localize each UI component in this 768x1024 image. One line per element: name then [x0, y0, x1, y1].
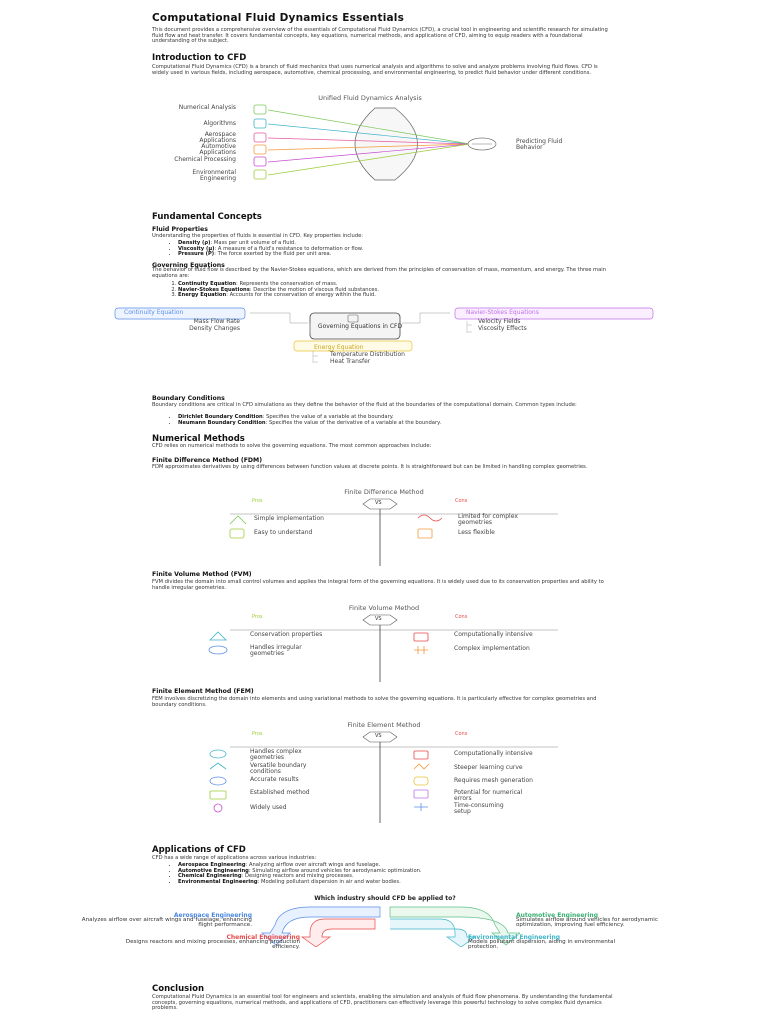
bc-paragraph: Boundary conditions are critical in CFD simulations as they define the behavior of the fluid at the boundaries of the computational domain. Common types include:	[152, 402, 577, 408]
app-fig-title: Which industry should CFD be applied to?	[314, 895, 456, 902]
list-item: 3. Energy Equation: Accounts for the conservation of energy within the fluid.	[178, 293, 618, 299]
gov-paragraph: The behavior of fluid flow is described by the Navier-Stokes equations, which are derived from the principles of conservation of mass, momentum, and energy. The three main equations are:	[152, 267, 607, 279]
input-aerospace: Aerospace Applications	[199, 131, 236, 145]
fem-fig-title: Finite Element Method	[347, 721, 421, 729]
list-item: • Neumann Boundary Condition: Specifies the value of the derivative of a variable at the boundary.	[178, 421, 618, 427]
fem-paragraph: FEM involves discretizing the domain into elements and using variational methods to solve the governing equations. It is particularly effective for complex geometries and boundary conditions.	[152, 696, 597, 708]
fem-con-4: Potential for numerical errors	[454, 789, 523, 803]
fdm-vs-label: VS	[375, 500, 382, 506]
doc-title: Computational Fluid Dynamics Essentials	[152, 12, 405, 24]
fvm-heading: Finite Volume Method (FVM)	[152, 571, 252, 578]
fdm-con-1: Limited for complex geometries	[458, 513, 518, 527]
list-item: • Density (ρ): Mass per unit volume of a fluid.	[178, 241, 618, 247]
app-heading: Applications of CFD	[152, 845, 246, 855]
fdm-cons-label: Cons	[455, 498, 468, 504]
fvm-pro-1: Conservation properties	[250, 631, 323, 638]
list-item: • Viscosity (μ): A measure of a fluid's resistance to deformation or flow.	[178, 247, 618, 253]
fdm-fig-title: Finite Difference Method	[344, 488, 424, 496]
chem-title: Chemical Engineering	[226, 934, 300, 941]
num-paragraph: CFD relies on numerical methods to solve the governing equations. The most common approaches include:	[152, 443, 432, 449]
list-item: • Environmental Engineering: Modeling pollutant dispersion in air and water bodies.	[178, 880, 638, 886]
aero-title: Aerospace Engineering	[173, 912, 252, 919]
fluid-props-heading: Fluid Properties	[152, 226, 208, 233]
list-item: 2. Navier-Stokes Equations: Describe the motion of viscous fluid substances.	[178, 288, 618, 294]
fdm-pro-1: Simple implementation	[254, 515, 324, 522]
fem-cons-label: Cons	[455, 731, 468, 737]
fvm-cons-label: Cons	[455, 614, 468, 620]
list-item: • Aerospace Engineering: Analyzing airflow over aircraft wings and fuselage.	[178, 863, 638, 869]
env-title: Environmental Engineering	[468, 934, 561, 941]
continuity-box-label: Continuity Equation	[124, 309, 184, 316]
fig-unified-title: Unified Fluid Dynamics Analysis	[318, 94, 422, 102]
fvm-pro-2: Handles irregular geometries	[250, 644, 302, 658]
fvm-con-1: Computationally intensive	[454, 631, 533, 638]
auto-title: Automotive Engineering	[516, 912, 598, 919]
fem-pro-1: Handles complex geometries	[250, 748, 302, 762]
fem-pro-5: Widely used	[250, 804, 287, 811]
intro-paragraph: This document provides a comprehensive overview of the essentials of Computational Fluid Dynamics (CFD), a crucial tool in engineering and scientific research for simulating fluid flow and heat transfer. It covers fundamental concepts, key equations, numerical methods, and applications of CFD, aiming to equip readers with a foundational understanding of the subject.	[152, 27, 608, 45]
app-list	[150, 863, 638, 885]
fund-heading: Fundamental Concepts	[152, 212, 262, 222]
bc-heading: Boundary Conditions	[152, 395, 225, 402]
input-automotive: Automotive Applications	[199, 143, 236, 157]
fem-vs-label: VS	[375, 733, 382, 739]
fdm-pro-2: Easy to understand	[254, 529, 313, 536]
governing-center-box: Governing Equations in CFD	[317, 323, 403, 330]
continuity-item-density: Density Changes	[189, 325, 240, 332]
energy-item-heat: Heat Transfer	[330, 358, 371, 365]
intro-heading: Introduction to CFD	[152, 53, 247, 63]
continuity-item-mass: Mass Flow Rate	[193, 318, 240, 325]
input-chemical: Chemical Processing	[174, 156, 236, 163]
fem-con-5: Time-consuming setup	[454, 802, 504, 816]
fem-pros-label: Pros	[252, 731, 263, 737]
fvm-con-2: Complex implementation	[454, 645, 530, 652]
navier-item-viscosity: Viscosity Effects	[478, 325, 527, 332]
fdm-paragraph: FDM approximates derivatives by using differences between function values at discrete points. It is straightforward but can be limited in handling complex geometries.	[152, 464, 588, 470]
list-item: • Automotive Engineering: Simulating airflow around vehicles for aerodynamic optimization.	[178, 869, 638, 875]
fem-pro-2: Versatile boundary conditions	[250, 762, 307, 776]
gov-heading: Governing Equations	[152, 262, 225, 269]
chem-desc: Designs reactors and mixing processes, enhancing production efficiency.	[125, 939, 300, 951]
fdm-heading: Finite Difference Method (FDM)	[152, 457, 263, 464]
input-algorithms: Algorithms	[203, 120, 236, 127]
fluid-props-list	[150, 241, 618, 258]
aero-desc: Analyzes airflow over aircraft wings and fuselage, enhancing flight performance.	[81, 917, 252, 929]
fvm-vs-label: VS	[375, 616, 382, 622]
fem-pro-4: Established method	[250, 789, 310, 796]
fdm-con-2: Less flexible	[458, 529, 495, 536]
app-paragraph: CFD has a wide range of applications across various industries:	[152, 855, 317, 861]
fvm-pros-label: Pros	[252, 614, 263, 620]
input-environmental: Environmental Engineering	[192, 169, 236, 183]
output-predicting: Predicting Fluid Behavior	[516, 138, 563, 152]
auto-desc: Simulates airflow around vehicles for aerodynamic optimization, improving fuel efficiency.	[516, 917, 658, 929]
energy-item-temperature: Temperature Distribution	[330, 351, 405, 358]
fem-con-1: Computationally intensive	[454, 750, 533, 757]
fem-heading: Finite Element Method (FEM)	[152, 688, 254, 695]
fem-con-3: Requires mesh generation	[454, 777, 533, 784]
list-item: • Pressure (P): The force exerted by the fluid per unit area.	[178, 252, 618, 258]
num-heading: Numerical Methods	[152, 434, 245, 444]
fvm-fig-title: Finite Volume Method	[348, 604, 420, 612]
navier-box-label: Navier-Stokes Equations	[466, 309, 539, 316]
fem-pro-3: Accurate results	[250, 776, 299, 783]
energy-box-label: Energy Equation	[314, 344, 364, 351]
concl-heading: Conclusion	[152, 984, 204, 994]
fvm-paragraph: FVM divides the domain into small control volumes and applies the integral form of the governing equations. It is widely used due to its conservation properties and ability to handle irregular geometries.	[152, 579, 604, 591]
fem-con-2: Steeper learning curve	[454, 764, 523, 771]
input-numerical-analysis: Numerical Analysis	[178, 104, 236, 111]
fdm-pros-label: Pros	[252, 498, 263, 504]
list-item: 1. Continuity Equation: Represents the conservation of mass.	[178, 282, 618, 288]
concl-paragraph: Computational Fluid Dynamics is an essential tool for engineers and scientists, enabling the simulation and analysis of fluid flow phenomena. By understanding the fundamental concepts, governing equations, numerical methods, and applications of CFD, practitioners can effectively leverage this powerful technology to solve complex fluid dynamics problems.	[152, 994, 613, 1012]
intro-cfd-paragraph: Computational Fluid Dynamics (CFD) is a branch of fluid mechanics that uses numerical analysis and algorithms to solve and analyze problems involving fluid flows. CFD is widely used in various fields, including aerospace, automotive, chemical processing, and environmental engineering, to predict fluid behavior under different conditions.	[152, 64, 598, 76]
list-item: • Dirichlet Boundary Condition: Specifies the value of a variable at the boundary.	[178, 415, 618, 421]
navier-item-velocity: Velocity Fields	[478, 318, 521, 325]
env-desc: Models pollutant dispersion, aiding in environmental protection.	[468, 939, 615, 951]
bc-list	[150, 415, 618, 426]
gov-list	[150, 282, 618, 299]
list-item: • Chemical Engineering: Designing reactors and mixing processes.	[178, 874, 638, 880]
fluid-props-paragraph: Understanding the properties of fluids is essential in CFD. Key properties include:	[152, 233, 364, 239]
